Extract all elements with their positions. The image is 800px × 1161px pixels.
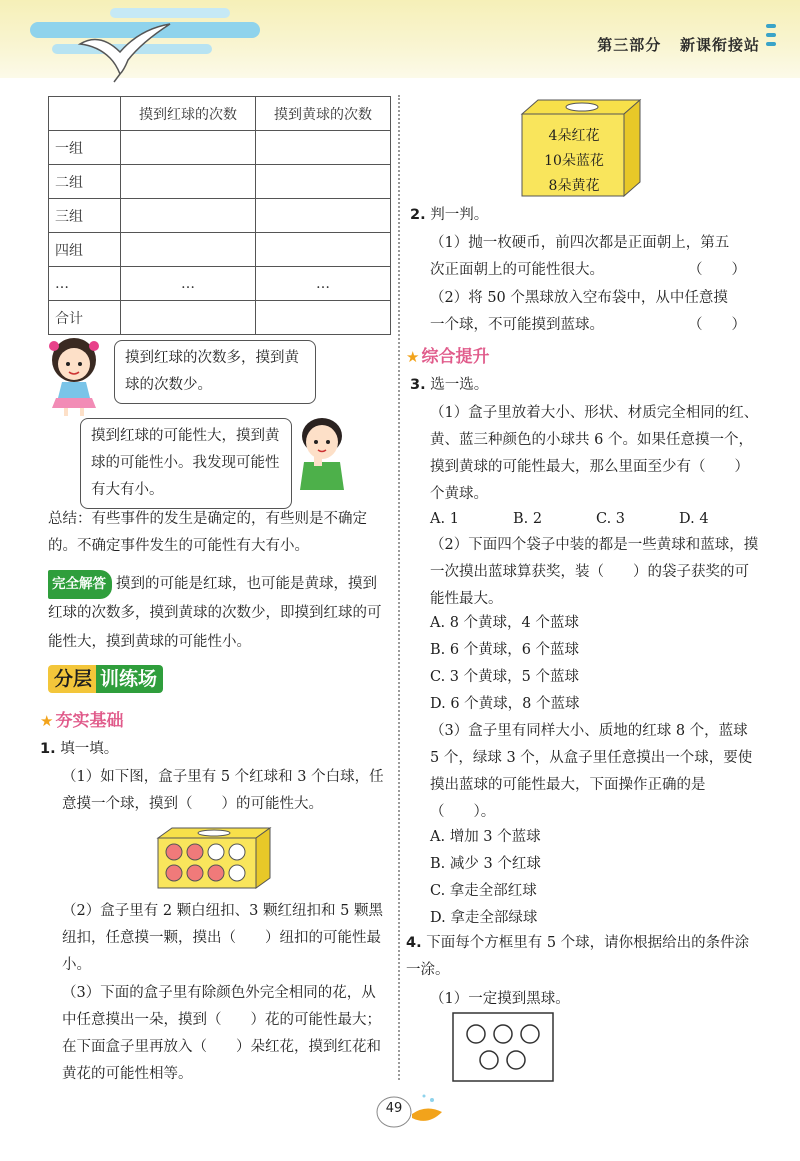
q2-part1-line1: （1）抛一枚硬币，前四次都是正面朝上，第五 xyxy=(430,235,730,251)
q3-heading xyxy=(410,372,488,399)
column-divider xyxy=(398,95,400,1080)
banner-part-b: 训练场 xyxy=(96,665,163,693)
girl-illustration xyxy=(40,334,110,418)
q1-heading xyxy=(40,736,118,763)
white-ball xyxy=(208,844,224,860)
red-ball xyxy=(166,865,182,881)
q3-number: 3. xyxy=(410,377,426,393)
q1-part3: （3）下面的盒子里有除颜色外完全相同的花，从中任意摸出一朵，摸到（ ）花的可能性最大；在下面盒子里再放入（ ）朵红花，摸到红花和黄花的可能性相等。 xyxy=(62,985,381,1082)
red-ball xyxy=(166,844,182,860)
q3-part3: （3）盒子里有同样大小、质地的红球 8 个，蓝球 5 个，绿球 3 个，从盒子里任意摸出一个球，要使摸出蓝球的可能性最大，下面操作正确的是（ ）。 xyxy=(430,723,753,820)
header-part: 第三部分 xyxy=(597,36,662,54)
q2-number: 2. xyxy=(410,207,426,223)
basics-title-text: 夯实基础 xyxy=(55,711,124,731)
q2-title: 判一判。 xyxy=(430,207,489,223)
table-cell[interactable] xyxy=(121,199,256,233)
table-cell[interactable] xyxy=(256,199,391,233)
red-ball xyxy=(187,865,203,881)
table-header: 摸到红球的次数 xyxy=(121,97,256,131)
option-d[interactable]: D. 4 xyxy=(679,511,709,527)
q2-part2-line1: （2）将 50 个黑球放入空布袋中，从中任意摸 xyxy=(430,290,728,306)
star-icon: ★ xyxy=(40,712,54,730)
basics-title xyxy=(40,706,123,731)
table-cell[interactable] xyxy=(256,233,391,267)
q1-number: 1. xyxy=(40,741,56,757)
summary-text: 总结：有些事件的发生是确定的，有些则是不确定的。不确定事件发生的可能性有大有小。 xyxy=(48,511,367,554)
q1-part2: （2）盒子里有 2 颗白纽扣、3 颗红纽扣和 5 颗黑纽扣，任意摸一颗，摸出（ ）纽扣的可能性最小。 xyxy=(62,903,383,973)
star-icon: ★ xyxy=(406,348,420,366)
table-cell: … xyxy=(256,267,391,301)
header-bars xyxy=(766,24,776,51)
q1-part1: （1）如下图，盒子里有 5 个红球和 3 个白球，任意摸一个球，摸到（ ）的可能性大。 xyxy=(62,769,384,812)
table-cell[interactable] xyxy=(121,165,256,199)
q2-part2-answer[interactable]: （ ） xyxy=(688,317,746,333)
q3-title: 选一选。 xyxy=(430,377,489,393)
q4-part1: （1）一定摸到黑球。 xyxy=(430,991,570,1007)
red-ball xyxy=(208,865,224,881)
table-row-label: 四组 xyxy=(49,233,121,267)
ball-frame xyxy=(452,1012,554,1082)
option-d[interactable]: D. 拿走全部绿球 xyxy=(430,910,538,926)
table-row-label: 合计 xyxy=(49,301,121,335)
full-answer-label: 完全解答 xyxy=(48,570,112,599)
full-answer xyxy=(48,570,388,657)
table-cell[interactable] xyxy=(256,165,391,199)
seagull-icon xyxy=(70,14,180,84)
option-a[interactable]: A. 增加 3 个蓝球 xyxy=(430,829,541,845)
table-cell[interactable] xyxy=(256,131,391,165)
q3-part1-options xyxy=(430,506,760,533)
q2-part1-line2: 次正面朝上的可能性很大。 xyxy=(430,262,604,278)
white-ball xyxy=(229,844,245,860)
table-row-label: 二组 xyxy=(49,165,121,199)
q1-title: 填一填。 xyxy=(60,741,119,757)
table-cell[interactable] xyxy=(121,131,256,165)
flower-count-yellow: 8朵黄花 xyxy=(548,178,600,194)
ball-circle[interactable] xyxy=(480,1051,498,1069)
advance-title xyxy=(406,342,489,367)
table-cell[interactable] xyxy=(121,301,256,335)
table-header-empty xyxy=(49,97,121,131)
ball-circle[interactable] xyxy=(507,1051,525,1069)
q3-part1: （1）盒子里放着大小、形状、材质完全相同的红、黄、蓝三种颜色的小球共 6 个。如果任意摸一个，摸到黄球的可能性最大，那么里面至少有（ ）个黄球。 xyxy=(430,405,759,502)
q2-heading xyxy=(410,202,488,229)
table-row-label: 三组 xyxy=(49,199,121,233)
red-ball xyxy=(187,844,203,860)
flower-count-red: 4朵红花 xyxy=(548,128,600,144)
option-b[interactable]: B. 6 个黄球，6 个蓝球 xyxy=(430,642,580,658)
table-cell[interactable] xyxy=(256,301,391,335)
boy-speech-text: 摸到红球的可能性大，摸到黄球的可能性小。我发现可能性有大有小。 xyxy=(91,428,280,498)
q3-part3-options xyxy=(430,824,760,932)
option-b[interactable]: B. 减少 3 个红球 xyxy=(430,856,541,872)
option-c[interactable]: C. 拿走全部红球 xyxy=(430,883,537,899)
option-c[interactable]: C. 3 个黄球，5 个蓝球 xyxy=(430,669,579,685)
option-a[interactable]: A. 1 xyxy=(430,511,459,527)
q3-part2-options xyxy=(430,610,760,718)
page-number: 49 xyxy=(385,1101,403,1116)
table-header: 摸到黄球的次数 xyxy=(256,97,391,131)
table-cell: … xyxy=(121,267,256,301)
q2-part1-answer[interactable]: （ ） xyxy=(688,262,746,278)
table-cell[interactable] xyxy=(121,233,256,267)
ball-circle[interactable] xyxy=(494,1025,512,1043)
white-ball xyxy=(229,865,245,881)
boy-speech-bubble xyxy=(80,418,292,509)
ball-circle[interactable] xyxy=(521,1025,539,1043)
q4-title: 下面每个方框里有 5 个球，请你根据给出的条件涂一涂。 xyxy=(406,935,750,978)
boy-illustration xyxy=(290,414,354,494)
table-row-label: 一组 xyxy=(49,131,121,165)
option-d[interactable]: D. 6 个黄球，8 个蓝球 xyxy=(430,696,580,712)
record-table xyxy=(48,96,391,335)
girl-speech-text: 摸到红球的次数多，摸到黄球的次数少。 xyxy=(125,350,299,393)
option-b[interactable]: B. 2 xyxy=(513,511,543,527)
full-answer-text: 摸到的可能是红球，也可能是黄球，摸到红球的次数多，摸到黄球的次数少，即摸到红球的可能性大，摸到黄球的可能性小。 xyxy=(48,576,382,650)
option-c[interactable]: C. 3 xyxy=(596,511,626,527)
banner-part-a: 分层 xyxy=(48,665,96,693)
table-row-label: … xyxy=(49,267,121,301)
q4-heading xyxy=(406,930,756,984)
q2-part2-line2: 一个球，不可能摸到蓝球。 xyxy=(430,317,604,333)
flower-box xyxy=(520,98,642,198)
header-tag xyxy=(597,34,760,55)
advance-title-text: 综合提升 xyxy=(421,347,490,367)
ball-box xyxy=(154,824,274,890)
q3-part2: （2）下面四个袋子中装的都是一些黄球和蓝球，摸一次摸出蓝球算获奖，装（ ）的袋子获奖的可能性最大。 xyxy=(430,537,759,607)
ball-circle[interactable] xyxy=(467,1025,485,1043)
training-banner xyxy=(48,664,163,691)
girl-speech-bubble xyxy=(114,340,316,404)
header-section: 新课衔接站 xyxy=(679,36,760,54)
q4-number: 4. xyxy=(406,935,422,951)
option-a[interactable]: A. 8 个黄球，4 个蓝球 xyxy=(430,615,579,631)
flower-count-blue: 10朵蓝花 xyxy=(544,153,604,169)
